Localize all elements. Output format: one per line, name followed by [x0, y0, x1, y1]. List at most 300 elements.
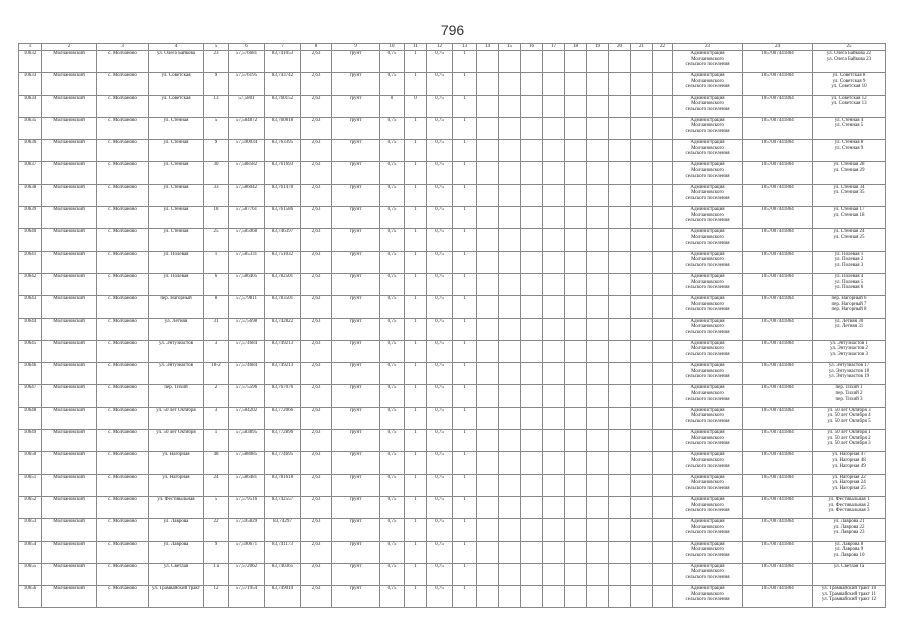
- value-cell: 1: [405, 184, 427, 206]
- value-cell: 0,75: [380, 519, 405, 541]
- empty-cell: [477, 95, 499, 117]
- height-cell: 2,63: [301, 563, 332, 585]
- value-cell: 1: [405, 363, 427, 385]
- empty-cell: [543, 95, 565, 117]
- owner-line: Администрация: [690, 73, 725, 79]
- empty-cell: [477, 318, 499, 340]
- address-line: ул. Лаврова 10: [833, 552, 865, 558]
- owner-cell: [673, 95, 743, 117]
- owner-cell: [673, 273, 743, 295]
- empty-cell: [521, 430, 543, 452]
- owner-cell: [673, 474, 743, 496]
- empty-cell: [653, 563, 673, 585]
- latitude-cell: 57,572062: [229, 563, 265, 585]
- empty-cell: [565, 73, 587, 95]
- empty-cell: [631, 229, 653, 251]
- empty-cell: [499, 496, 521, 518]
- address-line: ул. Нагорная 48: [832, 457, 866, 463]
- table-row: [19, 563, 886, 585]
- longitude-cell: 83,763395: [265, 140, 301, 162]
- longitude-cell: 83,742822: [265, 318, 301, 340]
- empty-cell: [631, 117, 653, 139]
- empty-cell: [653, 207, 673, 229]
- owner-line: сельского поселения: [685, 240, 730, 246]
- settlement-cell: с. Молчаново: [97, 340, 149, 362]
- latitude-cell: 57,571954: [229, 586, 265, 608]
- height-cell: 2,63: [301, 541, 332, 563]
- empty-cell: [543, 496, 565, 518]
- empty-cell: [499, 229, 521, 251]
- empty-cell: [587, 73, 609, 95]
- empty-cell: [477, 117, 499, 139]
- empty-cell: [521, 586, 543, 608]
- addresses-cell: [813, 385, 886, 407]
- table-row: [19, 586, 886, 608]
- value-cell: 0,75: [380, 296, 405, 318]
- empty-cell: [653, 95, 673, 117]
- empty-cell: [521, 296, 543, 318]
- ogrn-cell: 1057007441864: [743, 407, 813, 429]
- empty-cell: [631, 385, 653, 407]
- district-cell: Молчановский: [42, 296, 97, 318]
- empty-cell: [499, 407, 521, 429]
- empty-cell: [543, 452, 565, 474]
- house-cell: 48: [204, 452, 229, 474]
- street-cell: ул. Нагорная: [149, 474, 204, 496]
- empty-cell: [521, 184, 543, 206]
- settlement-cell: с. Молчаново: [97, 519, 149, 541]
- value-cell: 0,75: [427, 117, 453, 139]
- addresses-cell: [813, 229, 886, 251]
- surface-cell: грунт: [332, 519, 380, 541]
- height-cell: 2,63: [301, 474, 332, 496]
- height-cell: 2,63: [301, 140, 332, 162]
- empty-cell: [543, 363, 565, 385]
- surface-cell: грунт: [332, 73, 380, 95]
- empty-cell: [565, 586, 587, 608]
- district-cell: Молчановский: [42, 407, 97, 429]
- latitude-cell: 57,575698: [229, 318, 265, 340]
- house-cell: 9: [204, 140, 229, 162]
- owner-line: сельского поселения: [685, 307, 730, 313]
- empty-cell: [587, 563, 609, 585]
- column-number-row: [19, 44, 886, 51]
- owner-cell: [673, 184, 743, 206]
- value-cell: 0,75: [380, 251, 405, 273]
- value-cell: 1: [405, 496, 427, 518]
- ogrn-cell: 1057007441864: [743, 385, 813, 407]
- value-cell: 1: [453, 563, 477, 585]
- empty-cell: [477, 51, 499, 73]
- addresses-cell: [813, 407, 886, 429]
- empty-cell: [543, 407, 565, 429]
- table-row: [19, 51, 886, 73]
- empty-cell: [609, 229, 631, 251]
- district-cell: Молчановский: [42, 452, 97, 474]
- settlement-cell: с. Молчаново: [97, 385, 149, 407]
- longitude-cell: 83,761586: [265, 207, 301, 229]
- empty-cell: [499, 184, 521, 206]
- house-cell: 33: [204, 184, 229, 206]
- owner-cell: [673, 452, 743, 474]
- column-number: 23: [673, 44, 743, 51]
- owner-line: Молчановского: [691, 101, 724, 107]
- empty-cell: [521, 519, 543, 541]
- row-id: 10643: [19, 296, 42, 318]
- owner-line: сельского поселения: [685, 418, 730, 424]
- addresses-cell: [813, 251, 886, 273]
- empty-cell: [521, 73, 543, 95]
- empty-cell: [653, 519, 673, 541]
- height-cell: 2,63: [301, 162, 332, 184]
- value-cell: 1: [405, 162, 427, 184]
- surface-cell: грунт: [332, 140, 380, 162]
- ogrn-cell: 1057007441864: [743, 519, 813, 541]
- owner-cell: [673, 117, 743, 139]
- latitude-cell: 57,579811: [229, 296, 265, 318]
- empty-cell: [543, 296, 565, 318]
- empty-cell: [609, 407, 631, 429]
- address-line: ул. Стенная 9: [834, 145, 864, 151]
- row-id: 10646: [19, 363, 42, 385]
- empty-cell: [477, 207, 499, 229]
- row-id: 10641: [19, 251, 42, 273]
- value-cell: 1: [453, 140, 477, 162]
- longitude-cell: 83,740365: [265, 563, 301, 585]
- empty-cell: [543, 519, 565, 541]
- addresses-cell: [813, 452, 886, 474]
- street-cell: ул. 50 лет Октября: [149, 407, 204, 429]
- empty-cell: [521, 51, 543, 73]
- empty-cell: [565, 229, 587, 251]
- value-cell: 0,75: [380, 363, 405, 385]
- empty-cell: [499, 586, 521, 608]
- ogrn-cell: 1057007441864: [743, 229, 813, 251]
- owner-line: сельского поселения: [685, 352, 730, 358]
- house-cell: 30: [204, 162, 229, 184]
- value-cell: 0,75: [427, 496, 453, 518]
- owner-line: Молчановского: [691, 279, 724, 285]
- row-id: 10642: [19, 273, 42, 295]
- empty-cell: [499, 452, 521, 474]
- district-cell: Молчановский: [42, 430, 97, 452]
- longitude-cell: 83,749213: [265, 363, 301, 385]
- empty-cell: [565, 563, 587, 585]
- empty-cell: [609, 51, 631, 73]
- address-line: ул. Стенная 25: [833, 234, 865, 240]
- column-number: 18: [565, 44, 587, 51]
- address-line: ул. Советская 12: [831, 95, 867, 101]
- owner-cell: [673, 51, 743, 73]
- value-cell: 1: [453, 117, 477, 139]
- district-cell: Молчановский: [42, 586, 97, 608]
- house-cell: 3: [204, 340, 229, 362]
- owner-cell: [673, 363, 743, 385]
- address-line: ул. Нагорная 22: [832, 474, 866, 480]
- empty-cell: [587, 251, 609, 273]
- empty-cell: [631, 95, 653, 117]
- address-line: ул. Полевая 1: [834, 251, 864, 257]
- empty-cell: [631, 296, 653, 318]
- settlement-cell: с. Молчаново: [97, 586, 149, 608]
- empty-cell: [477, 162, 499, 184]
- owner-line: Молчановского: [691, 480, 724, 486]
- empty-cell: [631, 140, 653, 162]
- empty-cell: [587, 385, 609, 407]
- value-cell: 1: [453, 184, 477, 206]
- empty-cell: [653, 363, 673, 385]
- address-line: ул. Светлая 1а: [833, 563, 865, 569]
- column-number: 5: [204, 44, 229, 51]
- surface-cell: грунт: [332, 407, 380, 429]
- value-cell: 1: [453, 251, 477, 273]
- owner-line: Молчановского: [691, 413, 724, 419]
- empty-cell: [521, 474, 543, 496]
- owner-line: Администрация: [690, 407, 725, 413]
- address-line: пер. Тихий 3: [835, 396, 863, 402]
- owner-line: Молчановского: [691, 145, 724, 151]
- empty-cell: [543, 340, 565, 362]
- owner-line: сельского поселения: [685, 530, 730, 536]
- empty-cell: [653, 273, 673, 295]
- empty-cell: [631, 51, 653, 73]
- empty-cell: [565, 273, 587, 295]
- empty-cell: [565, 385, 587, 407]
- column-number: 7: [265, 44, 301, 51]
- street-cell: ул. Стенная: [149, 162, 204, 184]
- value-cell: 1: [405, 407, 427, 429]
- value-cell: 0,75: [427, 318, 453, 340]
- ogrn-cell: 1057007441864: [743, 273, 813, 295]
- street-cell: пер. Нагорный: [149, 296, 204, 318]
- longitude-cell: 83,749010: [265, 586, 301, 608]
- value-cell: 0,75: [427, 229, 453, 251]
- longitude-cell: 83,774695: [265, 452, 301, 474]
- longitude-cell: 83,761478: [265, 184, 301, 206]
- owner-cell: [673, 496, 743, 518]
- owner-line: Администрация: [690, 229, 725, 235]
- street-cell: ул. Нагорная: [149, 452, 204, 474]
- street-cell: пер. Тихий: [149, 385, 204, 407]
- value-cell: 1: [405, 474, 427, 496]
- longitude-cell: 83,761693: [265, 162, 301, 184]
- settlement-cell: с. Молчаново: [97, 229, 149, 251]
- value-cell: 1: [453, 496, 477, 518]
- empty-cell: [631, 340, 653, 362]
- row-id: 10638: [19, 184, 42, 206]
- longitude-cell: 83,749213: [265, 340, 301, 362]
- value-cell: 0,75: [427, 474, 453, 496]
- value-cell: 0,75: [427, 385, 453, 407]
- settlement-cell: с. Молчаново: [97, 452, 149, 474]
- owner-line: Молчановского: [691, 78, 724, 84]
- longitude-cell: 83,742557: [265, 496, 301, 518]
- owner-line: Администрация: [690, 519, 725, 525]
- address-line: ул. Лаврова 23: [833, 530, 865, 536]
- empty-cell: [587, 340, 609, 362]
- house-cell: 1: [204, 430, 229, 452]
- empty-cell: [521, 363, 543, 385]
- district-cell: Молчановский: [42, 519, 97, 541]
- longitude-cell: 83,751032: [265, 251, 301, 273]
- empty-cell: [653, 140, 673, 162]
- empty-cell: [521, 162, 543, 184]
- ogrn-cell: 1057007441864: [743, 452, 813, 474]
- owner-cell: [673, 586, 743, 608]
- empty-cell: [521, 563, 543, 585]
- empty-cell: [609, 363, 631, 385]
- column-number: 9: [332, 44, 380, 51]
- height-cell: 2,63: [301, 95, 332, 117]
- ogrn-cell: 1057007441864: [743, 563, 813, 585]
- address-line: ул. Стенная 18: [833, 212, 865, 218]
- height-cell: 2,63: [301, 363, 332, 385]
- latitude-cell: 57,583895: [229, 430, 265, 452]
- value-cell: 0,75: [380, 318, 405, 340]
- value-cell: 1: [405, 51, 427, 73]
- empty-cell: [609, 385, 631, 407]
- owner-line: сельского поселения: [685, 285, 730, 291]
- empty-cell: [653, 340, 673, 362]
- owner-cell: [673, 207, 743, 229]
- empty-cell: [477, 563, 499, 585]
- longitude-cell: 83,743742: [265, 73, 301, 95]
- height-cell: 2,63: [301, 184, 332, 206]
- latitude-cell: 57,588085: [229, 452, 265, 474]
- owner-line: Администрация: [690, 273, 725, 279]
- empty-cell: [653, 184, 673, 206]
- surface-cell: грунт: [332, 296, 380, 318]
- row-id: 10651: [19, 474, 42, 496]
- height-cell: 2,63: [301, 229, 332, 251]
- address-line: ул. Трамвайский тракт 11: [821, 591, 877, 597]
- column-number: 4: [149, 44, 204, 51]
- empty-cell: [477, 296, 499, 318]
- empty-cell: [543, 273, 565, 295]
- value-cell: 0,75: [380, 430, 405, 452]
- address-line: ул. 50 лет Октября 1: [827, 430, 871, 436]
- height-cell: 2,63: [301, 407, 332, 429]
- value-cell: 0,75: [380, 184, 405, 206]
- column-number: 8: [301, 44, 332, 51]
- owner-cell: [673, 251, 743, 273]
- column-number: 1: [19, 44, 42, 51]
- column-number: 3: [97, 44, 149, 51]
- longitude-cell: 83,760818: [265, 117, 301, 139]
- empty-cell: [653, 117, 673, 139]
- value-cell: 1: [405, 452, 427, 474]
- owner-cell: [673, 541, 743, 563]
- address-line: ул. Полевая 5: [834, 279, 864, 285]
- empty-cell: [631, 251, 653, 273]
- owner-line: сельского поселения: [685, 329, 730, 335]
- ogrn-cell: 1057007441864: [743, 95, 813, 117]
- owner-line: сельского поселения: [685, 552, 730, 558]
- row-id: 10632: [19, 51, 42, 73]
- height-cell: 2,63: [301, 385, 332, 407]
- empty-cell: [631, 519, 653, 541]
- empty-cell: [499, 73, 521, 95]
- value-cell: 1: [405, 207, 427, 229]
- address-line: ул. Нагорная 49: [832, 463, 866, 469]
- settlement-cell: с. Молчаново: [97, 95, 149, 117]
- empty-cell: [587, 117, 609, 139]
- house-cell: 22: [204, 519, 229, 541]
- address-line: ул. Энтузиастов 17: [828, 363, 870, 369]
- owner-line: Администрация: [690, 296, 725, 302]
- empty-cell: [609, 73, 631, 95]
- owner-line: сельского поселения: [685, 441, 730, 447]
- height-cell: 2,63: [301, 117, 332, 139]
- value-cell: 1: [453, 363, 477, 385]
- value-cell: 0,75: [427, 207, 453, 229]
- owner-line: Молчановского: [691, 368, 724, 374]
- owner-line: сельского поселения: [685, 597, 730, 603]
- empty-cell: [499, 251, 521, 273]
- owner-cell: [673, 318, 743, 340]
- value-cell: 0,75: [427, 430, 453, 452]
- value-cell: 0,75: [427, 140, 453, 162]
- height-cell: 2,63: [301, 207, 332, 229]
- surface-cell: грунт: [332, 95, 380, 117]
- house-cell: 5: [204, 117, 229, 139]
- table-row: [19, 73, 886, 95]
- empty-cell: [543, 474, 565, 496]
- owner-line: сельского поселения: [685, 218, 730, 224]
- street-cell: ул. Лаврова: [149, 519, 204, 541]
- address-line: ул. Советская 13: [831, 101, 867, 107]
- table-row: [19, 162, 886, 184]
- addresses-cell: [813, 95, 886, 117]
- settlement-cell: с. Молчаново: [97, 296, 149, 318]
- street-cell: ул. Советская: [149, 95, 204, 117]
- addresses-cell: [813, 340, 886, 362]
- owner-line: сельского поселения: [685, 84, 730, 90]
- longitude-cell: 83,772896: [265, 430, 301, 452]
- value-cell: 0,75: [380, 340, 405, 362]
- empty-cell: [543, 229, 565, 251]
- empty-cell: [609, 496, 631, 518]
- value-cell: 1: [453, 340, 477, 362]
- settlement-cell: с. Молчаново: [97, 541, 149, 563]
- empty-cell: [477, 586, 499, 608]
- ogrn-cell: 1057007441864: [743, 296, 813, 318]
- column-number: 10: [380, 44, 405, 51]
- empty-cell: [499, 117, 521, 139]
- owner-line: сельского поселения: [685, 485, 730, 491]
- address-line: ул. 50 лет Октября 3: [827, 407, 871, 413]
- owner-line: Администрация: [690, 563, 725, 569]
- street-cell: ул. Трамвайский тракт: [149, 586, 204, 608]
- owner-line: сельского поселения: [685, 129, 730, 135]
- district-cell: Молчановский: [42, 229, 97, 251]
- address-line: ул. 50 лет Октября 5: [827, 418, 871, 424]
- street-cell: ул. Фестивальная: [149, 496, 204, 518]
- addresses-cell: [813, 318, 886, 340]
- owner-line: Молчановского: [691, 212, 724, 218]
- row-id: 10656: [19, 586, 42, 608]
- empty-cell: [477, 73, 499, 95]
- row-id: 10639: [19, 207, 42, 229]
- address-line: ул. Энтузиастов 19: [828, 374, 870, 380]
- empty-cell: [565, 162, 587, 184]
- owner-line: Молчановского: [691, 457, 724, 463]
- surface-cell: грунт: [332, 586, 380, 608]
- empty-cell: [587, 318, 609, 340]
- settlement-cell: с. Молчаново: [97, 407, 149, 429]
- value-cell: 1: [453, 385, 477, 407]
- value-cell: 1: [453, 474, 477, 496]
